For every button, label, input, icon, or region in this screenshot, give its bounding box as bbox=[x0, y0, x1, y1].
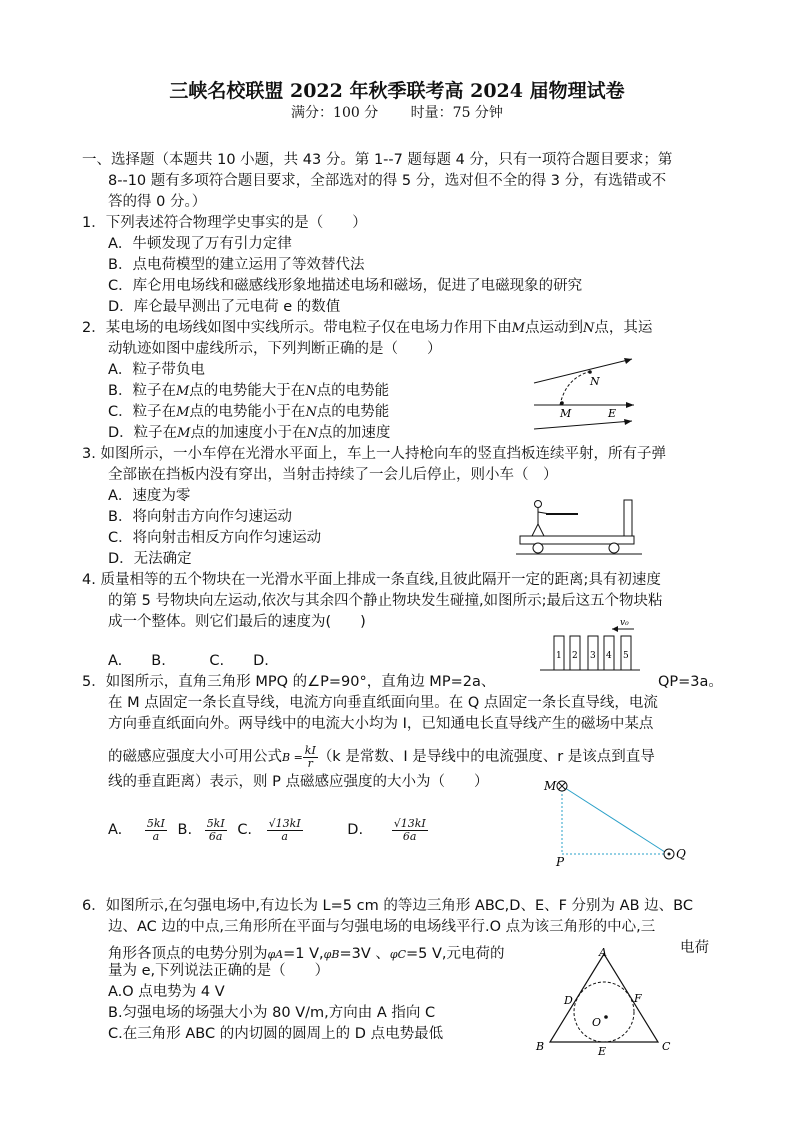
svg-text:D: D bbox=[564, 994, 573, 1007]
q3-option-d: D．无法确定 bbox=[108, 551, 192, 567]
q3-cart-figure bbox=[516, 490, 642, 556]
q4-stem-line2: 的第 5 号物块向左运动,依次与其余四个静止物块发生碰撞,如图所示;最后这五个物块粘 bbox=[108, 593, 663, 609]
q3-option-c: C．将向射击相反方向作匀速运动 bbox=[108, 530, 322, 546]
q5-stem-line4: 的磁感应强度大小可用公式B = $\frac{kI}{r}$ （k 是常数、I 是导线中的电流强度、r 是该点到直导 bbox=[108, 743, 655, 770]
q1-option-c: C．库仑用电场线和磁感线形象地描述电场和磁场，促进了电磁现象的研究 bbox=[108, 278, 583, 294]
q2-option-c: C．粒子在M点的电势能小于在N点的电势能 bbox=[108, 404, 390, 420]
svg-text:P: P bbox=[556, 855, 565, 866]
q5-stem-line1b: QP=3a。 bbox=[658, 674, 723, 690]
fig-label-n: N bbox=[590, 375, 600, 388]
svg-text:4: 4 bbox=[606, 651, 612, 661]
q6-option-a: A.O 点电势为 4 V bbox=[108, 984, 225, 1000]
q5-formula: $\frac{kI}{r}$ bbox=[304, 743, 316, 770]
q6-stem-line3: 角形各顶点的电势分别为φA=1 V,φB=3V 、φC=5 V,元电荷的 bbox=[108, 946, 505, 962]
q4-blocks-figure bbox=[540, 614, 640, 672]
q6-stem-line1: 6．如图所示,在匀强电场中,有边长为 L=5 cm 的等边三角形 ABC,D、E、F 分别为 AB 边、BC bbox=[82, 898, 693, 914]
q5-stem-line3: 方向垂直纸面向外。两导线中的电流大小均为 I，已知通电长直导线产生的磁场中某点 bbox=[108, 716, 654, 732]
q3-option-b: B．将向射击方向作匀速运动 bbox=[108, 509, 292, 525]
exam-subtitle bbox=[0, 102, 794, 122]
section-instruction-line3: 答的得 0 分。） bbox=[108, 194, 207, 210]
full-score: 满分：100 分 bbox=[291, 105, 379, 121]
q5-stem-line2: 在 M 点固定一条长直导线，电流方向垂直纸面向里。在 Q 点固定一条长直导线，电流 bbox=[108, 695, 658, 711]
svg-text:F: F bbox=[634, 992, 642, 1005]
q1-option-d: D．库仑最早测出了元电荷 e 的数值 bbox=[108, 299, 341, 315]
q5-options: A. $\frac{5kI}{a}$ B. $\frac{5kI}{6a}$ C. $\frac{√13kI}{a}$ D. $\frac{√13kI}{6a}$ bbox=[108, 816, 426, 843]
svg-text:2: 2 bbox=[572, 651, 578, 661]
svg-text:5: 5 bbox=[623, 651, 629, 661]
q6-stem-line3b: 电荷 bbox=[680, 940, 709, 956]
q2-stem-line1: 2．某电场的电场线如图中实线所示。带电粒子仅在电场力作用下由M点运动到N点，其运 bbox=[82, 320, 653, 336]
q4-stem-line1: 4. 质量相等的五个物块在一光滑水平面上排成一条直线,且彼此隔开一定的距离;具有初速度 bbox=[82, 572, 661, 588]
q5-triangle-figure bbox=[540, 776, 690, 866]
q6-option-c: C.在三角形 ABC 的内切圆的圆周上的 D 点电势最低 bbox=[108, 1026, 444, 1042]
svg-text:C: C bbox=[662, 1040, 671, 1053]
q4-stem-line3: 成一个整体。则它们最后的速度为( ) bbox=[108, 614, 366, 630]
q2-field-line-figure bbox=[530, 355, 640, 430]
q1-stem: 1．下列表述符合物理学史事实的是（ ） bbox=[82, 215, 367, 231]
duration: 时量：75 分钟 bbox=[410, 105, 503, 121]
q6-option-b: B.匀强电场的场强大小为 80 V/m,方向由 A 指向 C bbox=[108, 1005, 436, 1021]
q4-options: A. B. C. D. bbox=[108, 653, 269, 669]
svg-text:O: O bbox=[592, 1016, 602, 1029]
svg-text:1: 1 bbox=[556, 651, 562, 661]
q6-stem-line4: 量为 e,下列说法正确的是（ ） bbox=[108, 963, 330, 979]
svg-text:M: M bbox=[544, 779, 557, 793]
q1-option-a: A．牛顿发现了万有引力定律 bbox=[108, 236, 292, 252]
q3-stem-line1: 3. 如图所示，一小车停在光滑水平面上，车上一人持枪向车的竖直挡板连续平射，所有子弹 bbox=[82, 446, 666, 462]
point-n-label: N bbox=[583, 321, 595, 336]
q3-option-a: A．速度为零 bbox=[108, 488, 191, 504]
point-m-label: M bbox=[511, 321, 526, 336]
svg-text:3: 3 bbox=[590, 651, 596, 661]
q6-stem-line2: 边、AC 边的中点,三角形所在平面与匀强电场的电场线平行.O 点为该三角形的中心,三 bbox=[108, 919, 656, 935]
q5-stem-line5: 线的垂直距离）表示，则 P 点磁感应强度的大小为（ ） bbox=[108, 774, 489, 790]
q1-option-b: B．点电荷模型的建立运用了等效替代法 bbox=[108, 257, 365, 273]
q2-option-a: A．粒子带负电 bbox=[108, 362, 205, 378]
section-instruction-line2: 8--10 题有多项符合题目要求，全部选对的得 5 分，选对但不全的得 3 分，有选错或不 bbox=[108, 173, 667, 189]
v0-label: v₀ bbox=[620, 618, 629, 628]
q2-stem-line2: 动轨迹如图中虚线所示，下列判断正确的是（ ） bbox=[108, 341, 442, 357]
fig-label-e: E bbox=[608, 407, 617, 420]
q5-stem-line1a: 5．如图所示，直角三角形 MPQ 的∠P=90°，直角边 MP=2a、 bbox=[82, 674, 496, 690]
exam-title: 三峡名校联盟 2022 年秋季联考高 2024 届物理试卷 bbox=[169, 80, 625, 102]
fig-label-m: M bbox=[560, 407, 572, 420]
svg-text:A: A bbox=[599, 946, 607, 959]
q6-equilateral-triangle-figure bbox=[532, 944, 682, 1056]
section-instruction-line1: 一、选择题（本题共 10 小题，共 43 分。第 1--7 题每题 4 分，只有一项符合题目要求；第 bbox=[82, 152, 673, 168]
svg-text:Q: Q bbox=[676, 847, 686, 861]
q2-option-b: B．粒子在M点的电势能大于在N点的电势能 bbox=[108, 383, 390, 399]
q3-stem-line2: 全部嵌在挡板内没有穿出，当射击持续了一会儿后停止，则小车（ ） bbox=[108, 467, 558, 483]
svg-text:B: B bbox=[536, 1040, 545, 1053]
svg-text:E: E bbox=[598, 1045, 607, 1056]
q2-option-d: D．粒子在M点的加速度小于在N点的加速度 bbox=[108, 425, 391, 441]
